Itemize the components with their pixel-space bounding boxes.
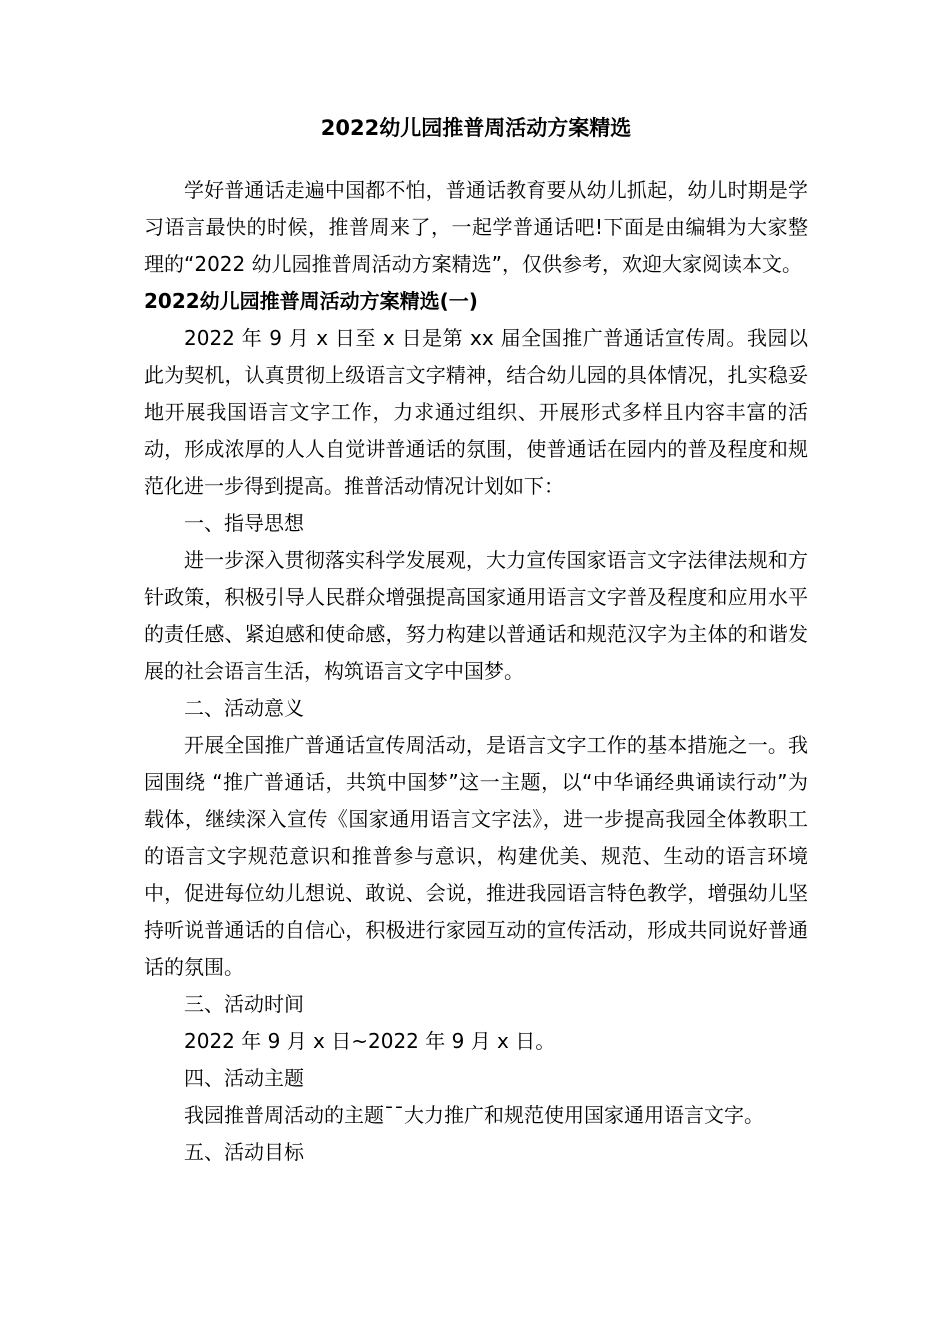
heading-activity-significance: 二、活动意义 xyxy=(184,696,304,720)
body-paragraph: 2022 年 9 月 x 日至 x 日是第 xx 届全国推广普通话宣传周。我园以此为契机，认真贯彻上级语言文字精神，结合幼儿园的具体情况，扎实稳妥地开展我国语言文字工作，力求通过组织、开展形式多样且内容丰富的活动，形成浓厚的人人自觉讲普通话的氛围，使普通话在园内的普及程度和规范化进一步得到提高。推普活动情况计划如下： xyxy=(144,326,808,498)
document-title: 2022幼儿园推普周活动方案精选 xyxy=(320,116,632,140)
heading-activity-theme: 四、活动主题 xyxy=(184,1066,304,1090)
heading-activity-time: 三、活动时间 xyxy=(184,992,304,1016)
heading-guiding-ideology: 一、指导思想 xyxy=(184,511,304,535)
document-page xyxy=(144,112,808,1171)
body-paragraph: 开展全国推广普通话宣传周活动，是语言文字工作的基本措施之一。我园围绕 “推广普通话，共筑中国梦”这一主题，以“中华诵经典诵读行动”为载体，继续深入宣传《国家通用语言文字法》，进一步提高我园全体教职工的语言文字规范意识和推普参与意识，构建优美、规范、生动的语言环境中，促进每位幼儿想说、敢说、会说，推进我园语言特色教学，增强幼儿坚持听说普通话的自信心，积极进行家园互动的宣传活动，形成共同说好普通话的氛围。 xyxy=(144,733,808,979)
body-paragraph: 进一步深入贯彻落实科学发展观，大力宣传国家语言文字法律法规和方针政策，积极引导人民群众增强提高国家通用语言文字普及程度和应用水平的责任感、紧迫感和使命感，努力构建以普通话和规范汉字为主体的和谐发展的社会语言生活，构筑语言文字中国梦。 xyxy=(144,548,808,683)
body-paragraph: 我园推普周活动的主题¯¯大力推广和规范使用国家通用语言文字。 xyxy=(184,1103,764,1127)
body-paragraph: 2022 年 9 月 x 日~2022 年 9 月 x 日。 xyxy=(184,1029,556,1053)
heading-activity-goals: 五、活动目标 xyxy=(184,1140,304,1164)
section-title: 2022幼儿园推普周活动方案精选(一) xyxy=(144,289,478,313)
intro-paragraph: 学好普通话走遍中国都不怕，普通话教育要从幼儿抓起，幼儿时期是学习语言最快的时候，推普周来了，一起学普通话吧!下面是由编辑为大家整理的“2022 幼儿园推普周活动方案精选”，仅供参考，欢迎大家阅读本文。 xyxy=(144,178,808,276)
